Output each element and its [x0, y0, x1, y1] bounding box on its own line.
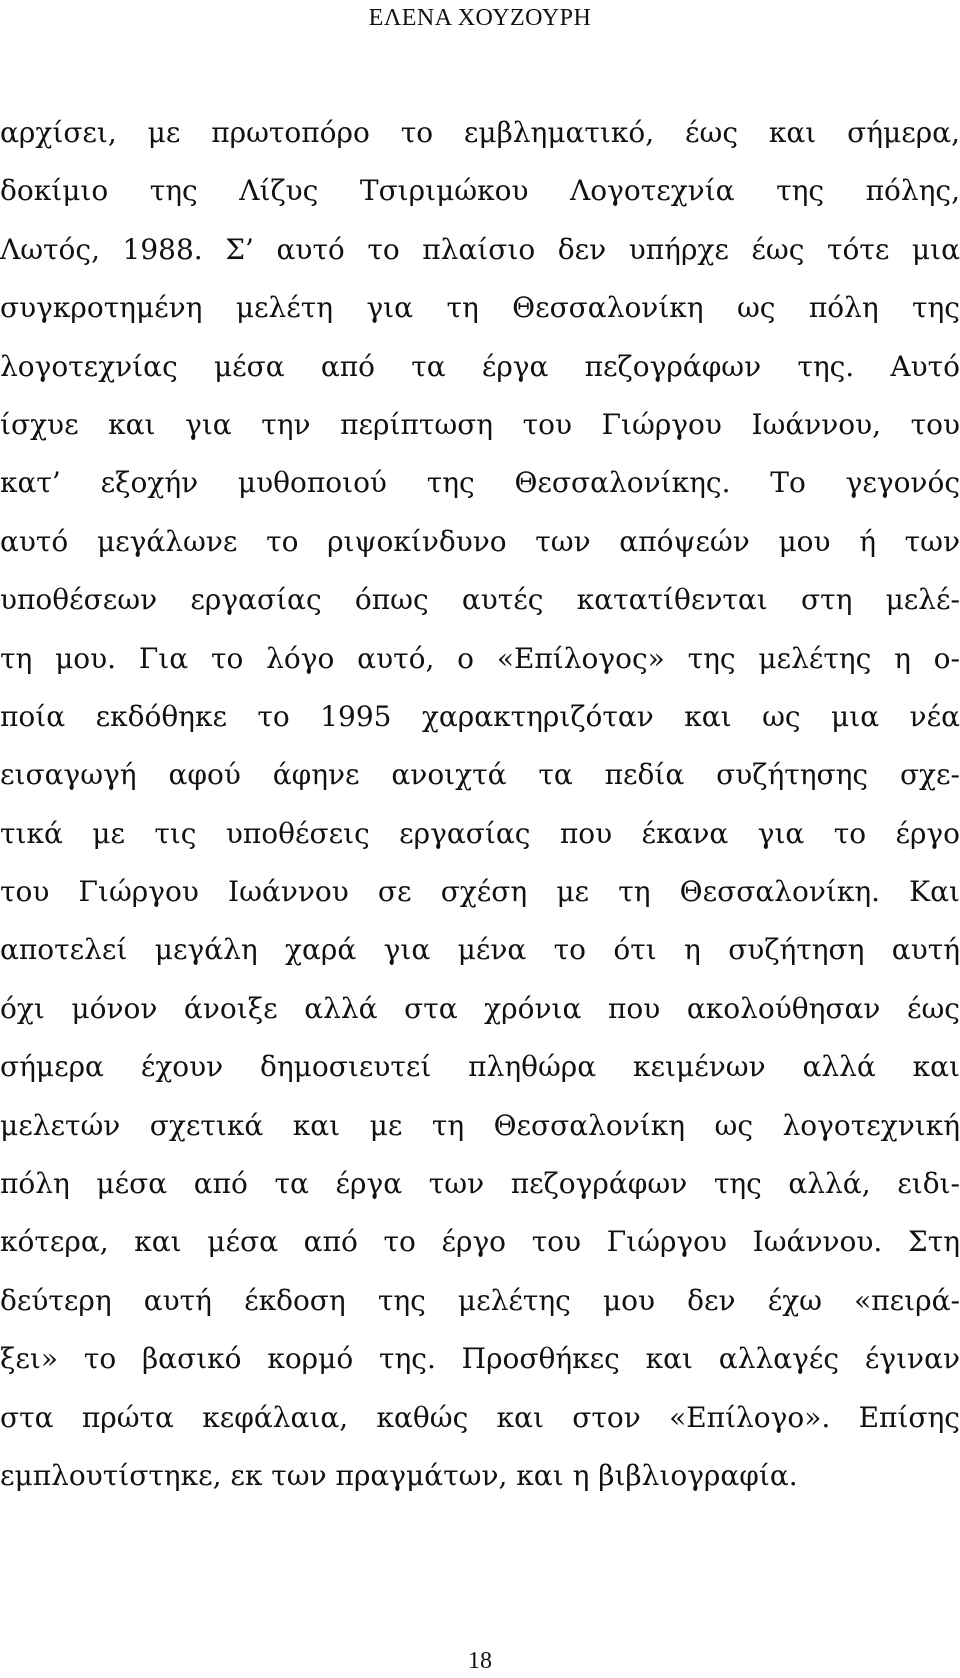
text-line: κατ’ εξοχήν μυθοποιού της Θεσσαλονίκης. Το γεγονός	[0, 466, 960, 500]
text-line: ποία εκδόθηκε το 1995 χαρακτηριζόταν και ως μια νέα	[0, 699, 960, 733]
text-line: λογοτεχνίας μέσα από τα έργα πεζογράφων της. Αυτό	[0, 349, 960, 383]
text-line: υποθέσεων εργασίας όπως αυτές κατατίθενται στη μελέ-	[0, 583, 960, 617]
text-line: μελετών σχετικά και με τη Θεσσαλονίκη ως λογοτεχνική	[0, 1108, 960, 1142]
text-line: δεύτερη αυτή έκδοση της μελέτης μου δεν έχω «πειρά-	[0, 1283, 960, 1317]
body-text	[0, 104, 960, 1505]
text-line: πόλη μέσα από τα έργα των πεζογράφων της αλλά, ειδι-	[0, 1167, 960, 1201]
text-line: εισαγωγή αφού άφηνε ανοιχτά τα πεδία συζήτησης σχε-	[0, 758, 960, 792]
text-line: όχι μόνον άνοιξε αλλά στα χρόνια που ακολούθησαν έως	[0, 991, 960, 1025]
text-line: κότερα, και μέσα από το έργο του Γιώργου Ιωάννου. Στη	[0, 1225, 960, 1259]
text-line: αυτό μεγάλωνε το ριψοκίνδυνο των απόψεών μου ή των	[0, 524, 960, 558]
text-line: εμπλουτίστηκε, εκ των πραγμάτων, και η βιβλιογραφία.	[0, 1458, 798, 1492]
text-line: συγκροτημένη μελέτη για τη Θεσσαλονίκη ως πόλη της	[0, 291, 960, 325]
text-line: στα πρώτα κεφάλαια, καθώς και στον «Επίλογο». Επίσης	[0, 1400, 960, 1434]
text-line: του Γιώργου Ιωάννου σε σχέση με τη Θεσσαλονίκη. Και	[0, 875, 960, 909]
text-line: ίσχυε και για την περίπτωση του Γιώργου Ιωάννου, του	[0, 407, 960, 441]
text-line: τη μου. Για το λόγο αυτό, ο «Επίλογος» της μελέτης η ο-	[0, 641, 960, 675]
running-header: ΕΛΕΝΑ ΧΟΥΖΟΥΡΗ	[368, 5, 592, 31]
text-line: δοκίμιο της Λίζυς Τσιριμώκου Λογοτεχνία της πόλης,	[0, 174, 960, 208]
text-line: Λωτός, 1988. Σ’ αυτό το πλαίσιο δεν υπήρχε έως τότε μια	[0, 232, 960, 266]
page-number: 18	[468, 1648, 492, 1674]
text-line: σήμερα έχουν δημοσιευτεί πληθώρα κειμένων αλλά και	[0, 1050, 960, 1084]
text-line: τικά με τις υποθέσεις εργασίας που έκανα για το έργο	[0, 816, 960, 850]
text-line: αρχίσει, με πρωτοπόρο το εμβληματικό, έως και σήμερα,	[0, 116, 960, 149]
text-line: αποτελεί μεγάλη χαρά για μένα το ότι η συζήτηση αυτή	[0, 933, 960, 967]
text-line: ξει» το βασικό κορμό της. Προσθήκες και αλλαγές έγιναν	[0, 1342, 960, 1376]
